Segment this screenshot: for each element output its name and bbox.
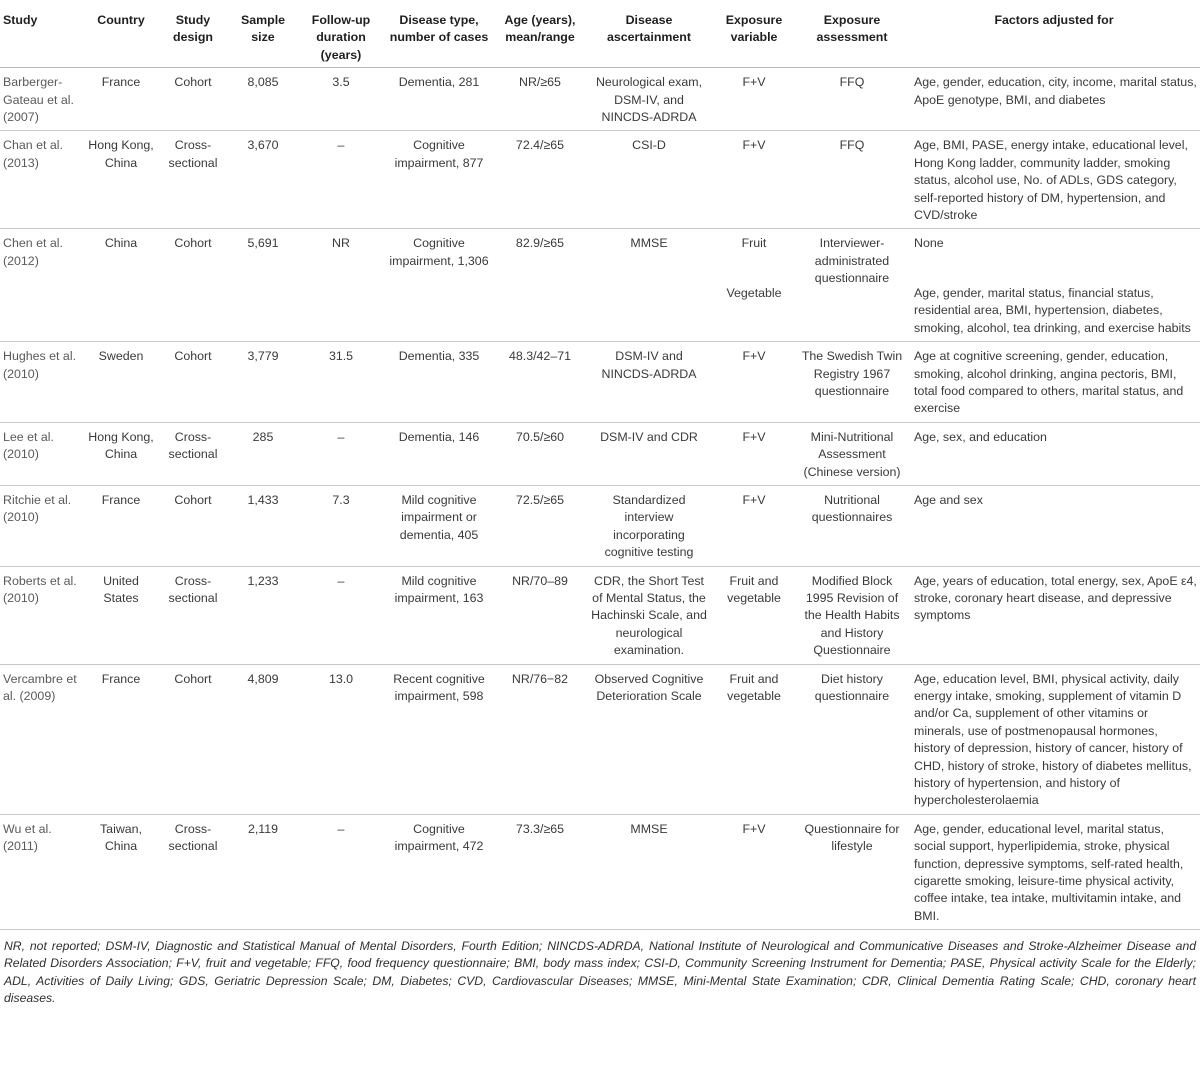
table-row (0, 68, 1200, 131)
header-age: Age (years), mean/range (494, 0, 586, 68)
cell-age: 70.5/≥60 (494, 422, 586, 485)
cell-factors: Age, years of education, total energy, sex, ApoE ε4, stroke, coronary heart disease, and depressive symptoms (908, 566, 1200, 664)
header-exposure: Exposure variable (712, 0, 796, 68)
cell-country: Hong Kong, China (84, 422, 158, 485)
table-body (0, 68, 1200, 930)
cell-ascertainment: Standardized interview incorporating cognitive testing (586, 485, 712, 566)
cell-assessment: Questionnaire for lifestyle (796, 814, 908, 929)
cell-disease: Dementia, 335 (384, 342, 494, 423)
cell-factors (908, 229, 1200, 342)
table-footnote: NR, not reported; DSM-IV, Diagnostic and Statistical Manual of Mental Disorders, Fourth Edition; NINCDS-ADRDA, National Institute of Neurological and Communicative Diseases and Stroke-Alzheimer Disease and Related Disorders Association; F+V, fruit and vegetable; FFQ, food frequency questionnaire; BMI, body mass index; CSI-D, Community Screening Instrument for Dementia; PASE, Physical activity Scale for the Elderly; ADL, Activities of Daily Living; GDS, Geriatric Depression Scale; DM, Diabetes; CVD, Cardiovascular Diseases; MMSE, Mini-Mental State Examination; CDR, Clinical Dementia Rating Scale; CHD, coronary heart diseases. (4, 939, 1196, 1005)
cell-assessment: FFQ (796, 68, 908, 131)
header-followup: Follow-up duration (years) (298, 0, 384, 68)
cell-factors: Age, gender, educational level, marital status, social support, hyperlipidemia, stroke, physical function, depressive symptoms, self-rated health, cigarette smoking, leisure-time physical activity, coffee intake, tea intake, multivitamin intake, and BMI. (908, 814, 1200, 929)
cell-age: 82.9/≥65 (494, 229, 586, 342)
cell-study: Chen et al. (2012) (0, 229, 84, 342)
cell-exposure: F+V (712, 68, 796, 131)
cell-design: Cross-sectional (158, 422, 228, 485)
cell-exposure: F+V (712, 131, 796, 229)
cell-study: Chan et al. (2013) (0, 131, 84, 229)
cell-disease: Recent cognitive impairment, 598 (384, 664, 494, 814)
header-assessment: Exposure assessment (796, 0, 908, 68)
header-sample: Sample size (228, 0, 298, 68)
cell-design: Cohort (158, 68, 228, 131)
cell-design: Cross-sectional (158, 566, 228, 664)
cell-study: Ritchie et al. (2010) (0, 485, 84, 566)
cell-disease: Cognitive impairment, 1,306 (384, 229, 494, 342)
cell-exposure: Fruit and vegetable (712, 664, 796, 814)
cell-followup: – (298, 566, 384, 664)
cell-country: Hong Kong, China (84, 131, 158, 229)
cell-disease: Cognitive impairment, 877 (384, 131, 494, 229)
cell-ascertainment: DSM-IV and NINCDS-ADRDA (586, 342, 712, 423)
cell-assessment: Diet history questionnaire (796, 664, 908, 814)
cell-assessment: Nutritional questionnaires (796, 485, 908, 566)
cell-country: United States (84, 566, 158, 664)
cell-exposure: F+V (712, 342, 796, 423)
cell-factors: Age, sex, and education (908, 422, 1200, 485)
table-row (0, 131, 1200, 229)
cell-exposure: F+V (712, 814, 796, 929)
header-study: Study (0, 0, 84, 68)
factors-vegetable: Age, gender, marital status, financial status, residential area, BMI, hypertension, diabetes, smoking, alcohol, tea drinking, and exercise habits (914, 285, 1191, 335)
cell-design: Cohort (158, 664, 228, 814)
cell-followup: – (298, 422, 384, 485)
cell-country: France (84, 485, 158, 566)
cell-study: Barberger-Gateau et al. (2007) (0, 68, 84, 131)
cell-exposure: F+V (712, 422, 796, 485)
cell-sample: 1,433 (228, 485, 298, 566)
cell-ascertainment: CSI-D (586, 131, 712, 229)
cell-country: China (84, 229, 158, 342)
table-row (0, 229, 1200, 342)
cell-factors: Age, education level, BMI, physical activity, daily energy intake, smoking, supplement of vitamin D and/or Ca, supplement of other vitamins or minerals, use of postmenopausal hormones, history of depression, history of cancer, history of CHD, history of stroke, history of diabetes mellitus, history of hypertension, and history of hypercholesterolaemia (908, 664, 1200, 814)
header-ascertainment: Disease ascertainment (586, 0, 712, 68)
table-row (0, 814, 1200, 929)
cell-exposure: Fruit and vegetable (712, 566, 796, 664)
cell-age: 73.3/≥65 (494, 814, 586, 929)
cell-ascertainment: Neurological exam, DSM-IV, and NINCDS-ADRDA (586, 68, 712, 131)
exposure-vegetable: Vegetable (726, 285, 782, 300)
cell-study: Roberts et al. (2010) (0, 566, 84, 664)
cell-followup: 31.5 (298, 342, 384, 423)
cell-disease: Dementia, 146 (384, 422, 494, 485)
cell-assessment: Interviewer-administrated questionnaire (796, 229, 908, 342)
cell-disease: Dementia, 281 (384, 68, 494, 131)
cell-exposure (712, 229, 796, 342)
cell-factors: Age, BMI, PASE, energy intake, educational level, Hong Kong ladder, community ladder, smoking status, alcohol use, No. of ADLs, GDS category, self-reported history of DM, hypertension, and CVD/stroke (908, 131, 1200, 229)
cell-disease: Cognitive impairment, 472 (384, 814, 494, 929)
cell-exposure: F+V (712, 485, 796, 566)
cell-sample: 2,119 (228, 814, 298, 929)
cell-age: 72.5/≥65 (494, 485, 586, 566)
cell-assessment: Mini-Nutritional Assessment (Chinese version) (796, 422, 908, 485)
cell-sample: 1,233 (228, 566, 298, 664)
cell-sample: 3,670 (228, 131, 298, 229)
cell-sample: 285 (228, 422, 298, 485)
cell-country: Sweden (84, 342, 158, 423)
header-factors: Factors adjusted for (908, 0, 1200, 68)
cell-factors: Age at cognitive screening, gender, education, smoking, alcohol drinking, angina pectoris, BMI, total food compared to others, marital status, and exercise (908, 342, 1200, 423)
cell-age: 72.4/≥65 (494, 131, 586, 229)
cell-country: France (84, 664, 158, 814)
factors-fruit: None (914, 236, 944, 251)
cell-followup: 7.3 (298, 485, 384, 566)
header-country: Country (84, 0, 158, 68)
cell-design: Cohort (158, 342, 228, 423)
exposure-fruit: Fruit (741, 236, 767, 251)
cell-age: 48.3/42–71 (494, 342, 586, 423)
cell-factors: Age, gender, education, city, income, marital status, ApoE genotype, BMI, and diabetes (908, 68, 1200, 131)
cell-ascertainment: MMSE (586, 229, 712, 342)
cell-sample: 8,085 (228, 68, 298, 131)
table-row (0, 566, 1200, 664)
cell-followup: – (298, 131, 384, 229)
header-row (0, 0, 1200, 68)
table-row (0, 485, 1200, 566)
cell-ascertainment: CDR, the Short Test of Mental Status, the Hachinski Scale, and neurological examination. (586, 566, 712, 664)
cell-followup: NR (298, 229, 384, 342)
cell-assessment: The Swedish Twin Registry 1967 questionnaire (796, 342, 908, 423)
cell-followup: 13.0 (298, 664, 384, 814)
cell-disease: Mild cognitive impairment, 163 (384, 566, 494, 664)
cell-design: Cohort (158, 485, 228, 566)
header-design: Study design (158, 0, 228, 68)
cell-disease: Mild cognitive impairment or dementia, 405 (384, 485, 494, 566)
cell-factors: Age and sex (908, 485, 1200, 566)
header-disease: Disease type, number of cases (384, 0, 494, 68)
cell-ascertainment: DSM-IV and CDR (586, 422, 712, 485)
cell-age: NR/70–89 (494, 566, 586, 664)
cell-design: Cohort (158, 229, 228, 342)
cell-sample: 4,809 (228, 664, 298, 814)
cell-study: Lee et al. (2010) (0, 422, 84, 485)
cell-sample: 3,779 (228, 342, 298, 423)
cell-study: Vercambre et al. (2009) (0, 664, 84, 814)
cell-assessment: Modified Block 1995 Revision of the Health Habits and History Questionnaire (796, 566, 908, 664)
cell-assessment: FFQ (796, 131, 908, 229)
cell-age: NR/76−82 (494, 664, 586, 814)
cell-followup: – (298, 814, 384, 929)
cell-study: Hughes et al. (2010) (0, 342, 84, 423)
cell-sample: 5,691 (228, 229, 298, 342)
cell-study: Wu et al. (2011) (0, 814, 84, 929)
cell-country: France (84, 68, 158, 131)
cell-design: Cross-sectional (158, 814, 228, 929)
cell-country: Taiwan, China (84, 814, 158, 929)
table-row (0, 422, 1200, 485)
cell-ascertainment: MMSE (586, 814, 712, 929)
cell-followup: 3.5 (298, 68, 384, 131)
cell-age: NR/≥65 (494, 68, 586, 131)
cell-design: Cross-sectional (158, 131, 228, 229)
cell-ascertainment: Observed Cognitive Deterioration Scale (586, 664, 712, 814)
table-row (0, 664, 1200, 814)
table-header (0, 0, 1200, 68)
table-row (0, 342, 1200, 423)
